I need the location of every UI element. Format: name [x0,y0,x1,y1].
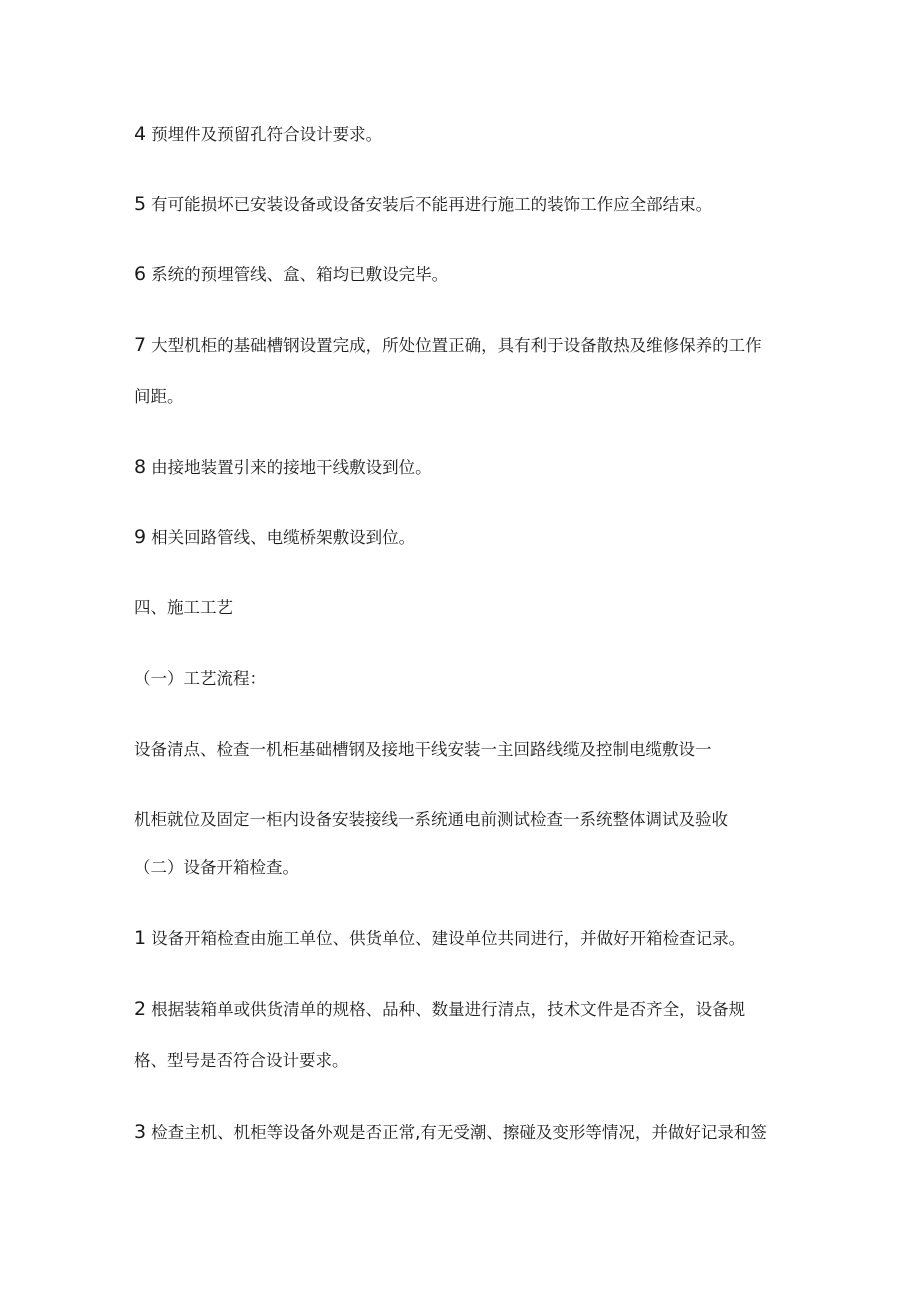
line-text: 格、型号是否符合设计要求。 [134,1051,349,1070]
paragraph-line [134,262,448,287]
item-number: 9 [134,526,147,548]
line-text: （二）设备开箱检查。 [134,858,299,877]
line-text: 设备开箱检查由施工单位、供货单位、建设单位共同进行，并做好开箱检查记录。 [151,929,746,948]
item-number: 3 [134,1121,147,1143]
process-flow-line [134,808,728,832]
line-text: 四、施工工艺 [134,598,233,617]
item-number: 4 [134,123,147,145]
item-number: 1 [134,927,147,949]
paragraph-line [134,997,745,1022]
line-text: 大型机柜的基础槽钢设置完成，所处位置正确，具有利于设备散热及维修保养的工作 [151,336,762,355]
line-text: 设备清点、检查一机柜基础槽钢及接地干线安装一主回路线缆及控制电缆敷设一 [134,740,712,759]
item-number: 6 [134,263,147,285]
line-text: 检查主机、机柜等设备外观是否正常,有无受潮、擦碰及变形等情况，并做好记录和签 [151,1123,767,1142]
line-text: 机柜就位及固定一柜内设备安装接线一系统通电前测试检查一系统整体调试及验收 [134,810,728,829]
section-heading [134,596,233,620]
line-text: 相关回路管线、电缆桥架敷设到位。 [151,528,416,547]
line-text: 间距。 [134,387,184,406]
process-flow-line [134,738,712,762]
line-text: 系统的预埋管线、盒、箱均已敷设完毕。 [151,265,449,284]
item-number: 2 [134,998,147,1020]
subsection-heading [134,667,266,691]
paragraph-line [134,926,745,951]
item-number: 5 [134,193,147,215]
line-text: 由接地装置引来的接地干线敷设到位。 [151,458,432,477]
paragraph-line [134,525,415,550]
paragraph-line [134,455,432,480]
paragraph-line [134,122,382,147]
line-text: 有可能损坏已安装设备或设备安装后不能再进行施工的装饰工作应全部结束。 [151,195,713,214]
subsection-heading [134,856,299,880]
line-text: 根据装箱单或供货清单的规格、品种、数量进行清点，技术文件是否齐全，设备规 [151,1000,746,1019]
paragraph-line [134,192,712,217]
paragraph-line-continuation [134,385,184,409]
paragraph-line [134,333,762,358]
paragraph-line-continuation [134,1049,349,1073]
paragraph-line [134,1120,767,1145]
line-text: 预埋件及预留孔符合设计要求。 [151,125,383,144]
item-number: 8 [134,456,147,478]
line-text: （一）工艺流程： [134,669,266,688]
item-number: 7 [134,334,147,356]
